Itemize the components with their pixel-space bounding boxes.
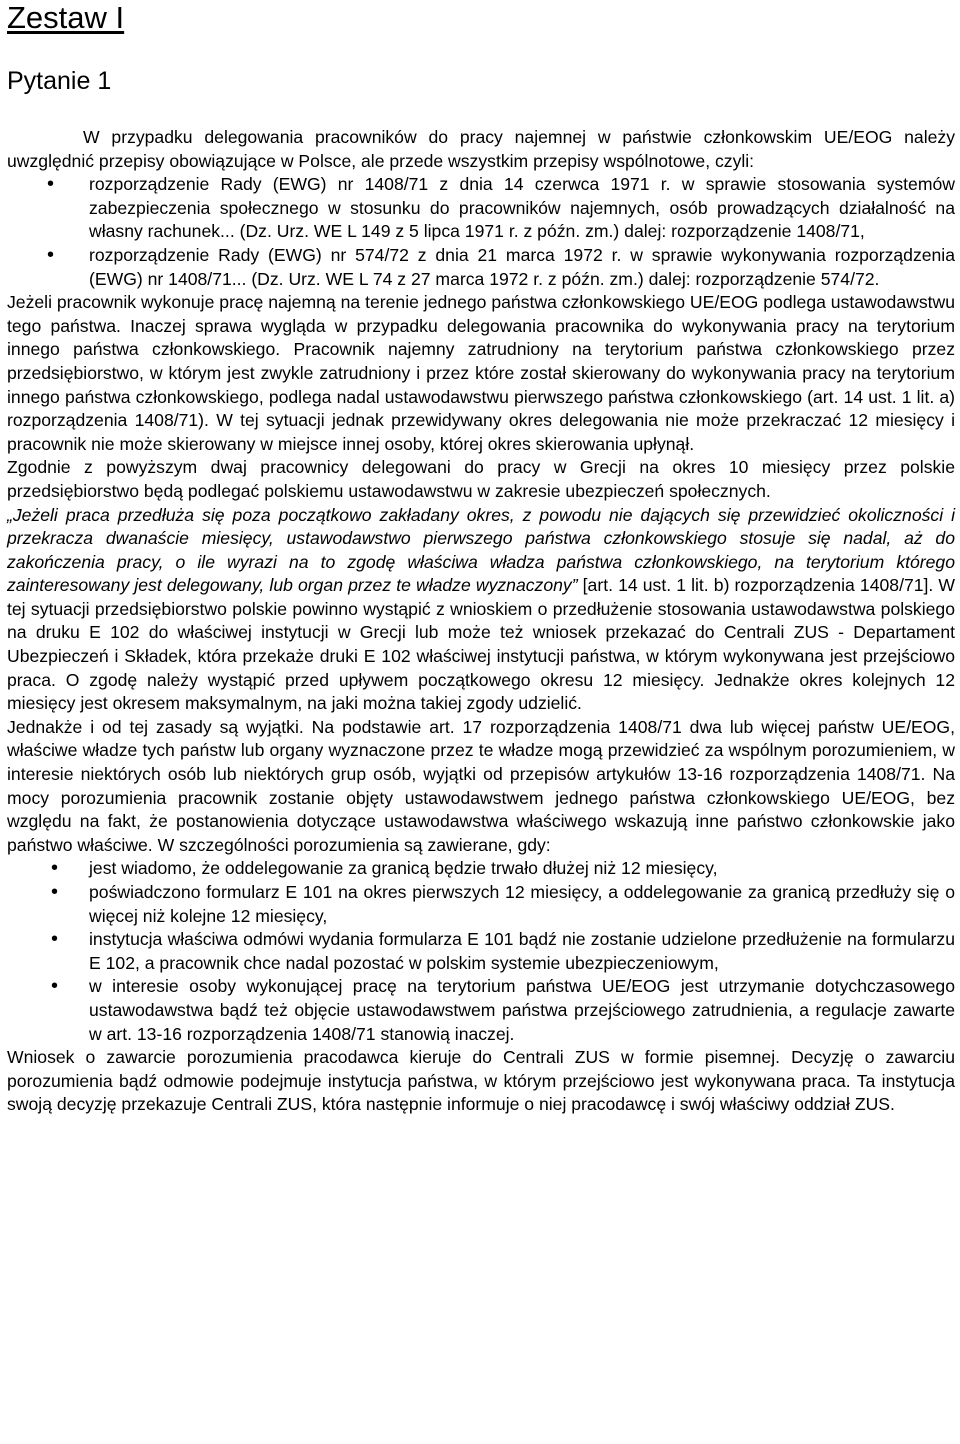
document-body <box>7 126 955 1117</box>
paragraph-text: [art. 14 ust. 1 lit. b) rozporządzenia 1408/71]. W tej sytuacji przedsiębiorstwo polskie powinno wystąpić z wnioskiem o przedłużenie stosowania ustawodawstwa polskiego na druku E 102 do właściwej instytucji w Grecji lub może też wniosek przekazać do Centrali ZUS - Departament Ubezpieczeń i Składek, która przekaże druki E 102 właściwej instytucji państwa, w którym wykonywana jest przejściowo praca. O zgodę należy wystąpić przed upływem początkowego okresu 12 miesięcy. Jednakże okres kolejnych 12 miesięcy jest okresem maksymalnym, na jaki można takiej zgody udzielić. <box>7 575 956 714</box>
regulations-list <box>7 173 955 291</box>
list-item: • rozporządzenie Rady (EWG) nr 1408/71 z dnia 14 czerwca 1971 r. w sprawie stosowania systemów zabezpieczenia społecznego w stosunku do pracowników najemnych, osób prowadzących działalność na własny rachunek... (Dz. Urz. WE L 149 z 5 lipca 1971 r. z późn. zm.) dalej: rozporządzenie 1408/71, <box>7 173 955 244</box>
paragraph: Jeżeli pracownik wykonuje pracę najemną na terenie jednego państwa członkowskiego UE/EOG podlega ustawodawstwu tego państwa. Inaczej sprawa wygląda w przypadku delegowania pracownika do wykonywania pracy na terytorium innego państwa członkowskiego. Pracownik najemny zatrudniony na terytorium państwa członkowskiego przez przedsiębiorstwo, w którym jest zwykle zatrudniony i przez które został skierowany do wykonywania pracy na terytorium innego państwa członkowskiego, podlega nadal ustawodawstwu pierwszego państwa członkowskiego (art. 14 ust. 1 lit. a) rozporządzenia 1408/71). W tej sytuacji jednak przewidywany okres delegowania nie może przekraczać 12 miesięcy i pracownik nie może skierowany w miejsce innej osoby, której okres skierowania upłynął. <box>7 292 955 454</box>
intro-paragraph: W przypadku delegowania pracowników do pracy najemnej w państwie członkowskim UE/EOG należy uwzględnić przepisy obowiązujące w Polsce, ale przede wszystkim przepisy wspólnotowe, czyli: <box>7 127 955 171</box>
document-title: Zestaw I <box>7 0 125 35</box>
list-item: • rozporządzenie Rady (EWG) nr 574/72 z dnia 21 marca 1972 r. w sprawie wykonywania rozporządzenia (EWG) nr 1408/71... (Dz. Urz. WE L 74 z 27 marca 1972 r. z późn. zm.) dalej: rozporządzenie 574/72. <box>7 244 955 291</box>
list-item: • w interesie osoby wykonującej pracę na terytorium państwa UE/EOG jest utrzymanie dotychczasowego ustawodawstwa bądź też objęcie ustawodawstwem państwa przejściowego zatrudnienia, a regulacje zawarte w art. 13-16 rozporządzenia 1408/71 stanowią inaczej. <box>7 975 955 1046</box>
conditions-list <box>7 857 955 1046</box>
paragraph: Wniosek o zawarcie porozumienia pracodawca kieruje do Centrali ZUS w formie pisemnej. Decyzję o zawarciu porozumienia bądź odmowie podejmuje instytucja państwa, w którym przejściowo jest wykonywana praca. Ta instytucja swoją decyzję przekazuje Centrali ZUS, która następnie informuje o niej pracodawcę i swój właściwy oddział ZUS. <box>7 1047 955 1115</box>
question-heading: Pytanie 1 <box>7 67 112 95</box>
list-item: • jest wiadomo, że oddelegowanie za granicą będzie trwało dłużej niż 12 miesięcy, <box>7 857 955 881</box>
paragraph <box>7 504 955 716</box>
quoted-regulation: „Jeżeli praca przedłuża się poza początkowo zakładany okres, z powodu nie dających się przewidzieć okoliczności i przekracza dwanaście miesięcy, ustawodawstwo pierwszego państwa członkowskiego stosuje się nadal, aż do zakończenia pracy, o ile wyrazi na to zgodę właściwa władza państwa członkowskiego, na terytorium którego zainteresowany jest delegowany, lub organ przez te władze wyznaczony” <box>7 504 955 596</box>
paragraph: Zgodnie z powyższym dwaj pracownicy delegowani do pracy w Grecji na okres 10 miesięcy przez polskie przedsiębiorstwo będą podlegać polskiemu ustawodawstwu w zakresie ubezpieczeń społecznych. <box>7 457 955 501</box>
list-item: • poświadczono formularz E 101 na okres pierwszych 12 miesięcy, a oddelegowanie za granicą przedłuży się o więcej niż kolejne 12 miesięcy, <box>7 881 955 928</box>
list-item: • instytucja właściwa odmówi wydania formularza E 101 bądź nie zostanie udzielone przedłużenie na formularzu E 102, a pracownik chce nadal pozostać w polskim systemie ubezpieczeniowym, <box>7 928 955 975</box>
paragraph: Jednakże i od tej zasady są wyjątki. Na podstawie art. 17 rozporządzenia 1408/71 dwa lub więcej państw UE/EOG, właściwe władze tych państw lub organy wyznaczone przez te władze mogą przewidzieć za wspólnym porozumieniem, w interesie niektórych osób lub niektórych grup osób, wyjątki od przepisów artykułów 13-16 rozporządzenia 1408/71. Na mocy porozumienia pracownik zostanie objęty ustawodawstwem jednego państwa członkowskiego UE/EOG, bez względu na fakt, że postanowienia dotyczące ustawodawstwa właściwego wskazują inne państwo członkowskie jako państwo właściwe. W szczególności porozumienia są zawierane, gdy: <box>7 716 955 855</box>
